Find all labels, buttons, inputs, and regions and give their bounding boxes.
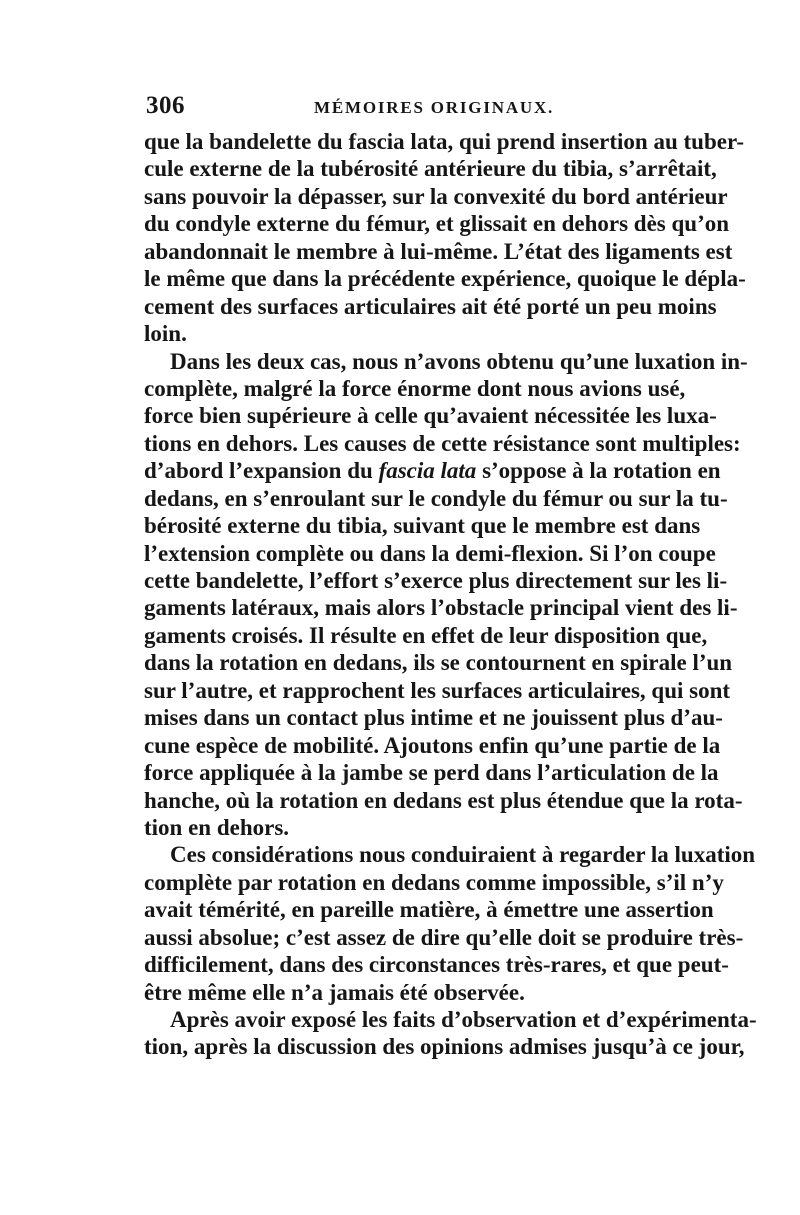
text-line: Après avoir exposé les faits d’observation et d’expérimenta- <box>170 1007 757 1032</box>
running-head: MÉMOIRES ORIGINAUX. <box>314 98 555 117</box>
text-line: force appliquée à la jambe se perd dans l’articulation de la <box>144 760 719 786</box>
text-line: être même elle n’a jamais été observée. <box>144 979 525 1005</box>
text-line: du condyle externe du fémur, et glissait en dehors dès qu’on <box>144 211 730 237</box>
text-line: gaments croisés. Il résulte en effet de leur disposition que, <box>144 622 708 648</box>
text-line: tions en dehors. Les causes de cette résistance sont multiples: <box>144 430 741 456</box>
text-line: cule externe de la tubérosité antérieure du tibia, s’arrêtait, <box>144 156 717 182</box>
body-text <box>144 128 757 1061</box>
italic-term: fascia lata <box>378 458 477 484</box>
text-line: tion en dehors. <box>144 814 290 840</box>
text-line: sur l’autre, et rapprochent les surfaces articulaires, qui sont <box>144 677 731 703</box>
text-line: cette bandelette, l’effort s’exerce plus directement sur les li- <box>144 568 728 593</box>
text-line: que la bandelette du fascia lata, qui prend insertion au tuber- <box>144 129 744 154</box>
text-line: gaments latéraux, mais alors l’obstacle principal vient des li- <box>144 595 738 621</box>
text-line: loin. <box>144 321 187 347</box>
text-line: difficilement, dans des circonstances très-rares, et que peut- <box>144 952 729 978</box>
page-number: 306 <box>146 92 185 119</box>
text-line: Ces considérations nous conduiraient à regarder la luxation <box>170 842 756 868</box>
text-line: dans la rotation en dedans, ils se contournent en spirale l’un <box>144 650 733 676</box>
text-line: mises dans un contact plus intime et ne jouissent plus d’au- <box>144 705 723 731</box>
text-segment: d’abord l’expansion du <box>144 458 379 484</box>
text-line: abandonnait le membre à lui-même. L’état des ligaments est <box>144 238 733 264</box>
text-line: l’extension complète ou dans la demi-flexion. Si l’on coupe <box>144 540 716 566</box>
page-header <box>146 92 660 124</box>
text-line: hanche, où la rotation en dedans est plus étendue que la rota- <box>144 787 743 813</box>
text-line: cune espèce de mobilité. Ajoutons enfin qu’une partie de la <box>144 732 721 758</box>
text-line: complète par rotation en dedans comme impossible, s’il n’y <box>144 869 724 895</box>
text-line: bérosité externe du tibia, suivant que le membre est dans <box>144 513 701 539</box>
text-line: force bien supérieure à celle qu’avaient nécessitée les luxa- <box>144 403 717 429</box>
text-line <box>144 457 721 484</box>
text-line: tion, après la discussion des opinions admises jusqu’à ce jour, <box>144 1034 745 1060</box>
text-line: complète, malgré la force énorme dont nous avions usé, <box>144 375 686 401</box>
text-line: aussi absolue; c’est assez de dire qu’elle doit se produire très- <box>144 924 744 950</box>
text-line: cement des surfaces articulaires ait été porté un peu moins <box>144 293 717 319</box>
text-line: avait témérité, en pareille matière, à émettre une assertion <box>144 897 714 923</box>
text-line: sans pouvoir la dépasser, sur la convexité du bord antérieur <box>144 183 728 209</box>
text-segment: s’oppose à la rotation en <box>476 458 721 484</box>
text-line: Dans les deux cas, nous n’avons obtenu qu’une luxation in- <box>170 348 748 374</box>
text-line: dedans, en s’enroulant sur le condyle du fémur ou sur la tu- <box>144 485 728 511</box>
text-line: le même que dans la précédente expérience, quoique le dépla- <box>144 266 746 292</box>
